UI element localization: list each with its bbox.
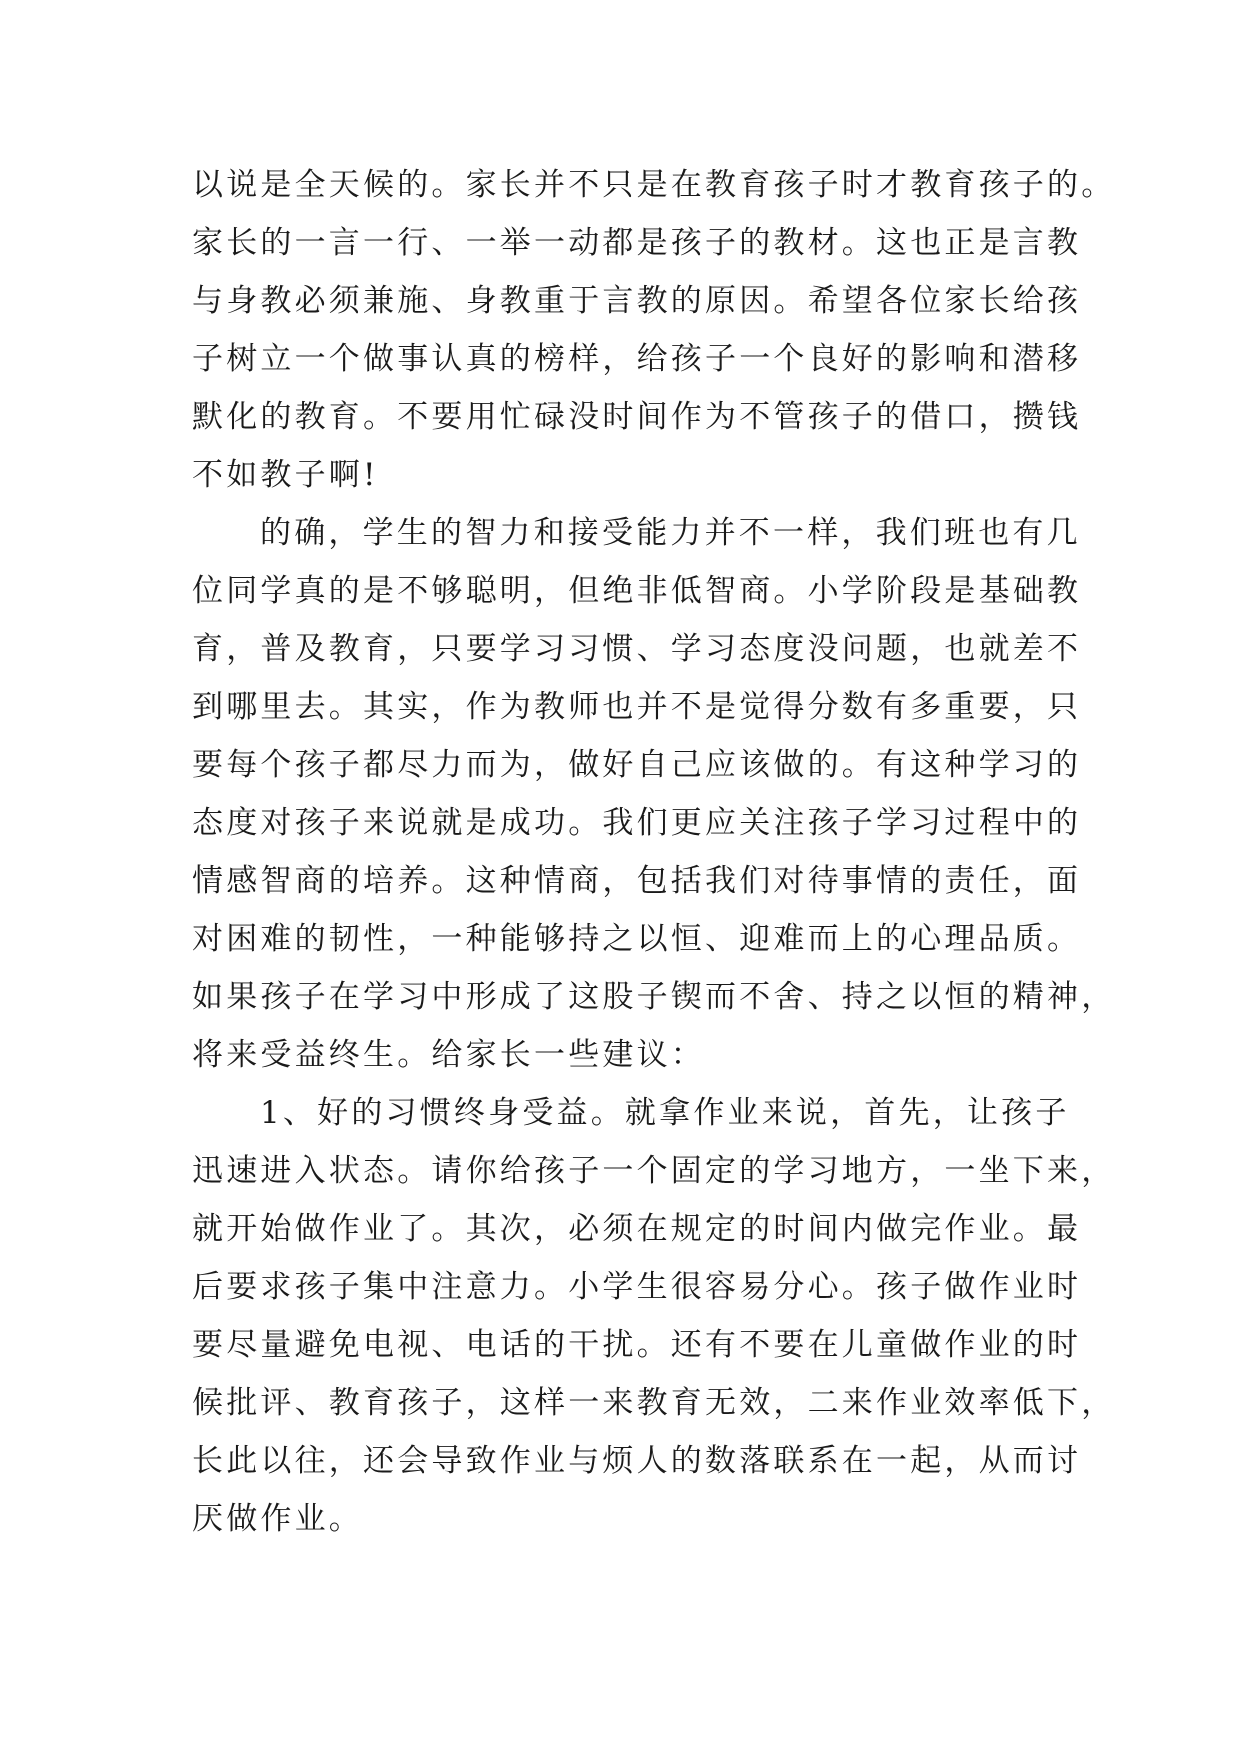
- text-line: 对困难的韧性，一种能够持之以恒、迎难而上的心理品质。: [192, 921, 1082, 957]
- text-line: 态度对孩子来说就是成功。我们更应关注孩子学习过程中的: [192, 805, 1082, 841]
- text-line: 情感智商的培养。这种情商，包括我们对待事情的责任，面: [192, 863, 1082, 899]
- text-line: 将来受益终生。给家长一些建议：: [192, 1037, 705, 1073]
- text-line: 位同学真的是不够聪明，但绝非低智商。小学阶段是基础教: [192, 573, 1082, 609]
- text-line: 如果孩子在学习中形成了这股子锲而不舍、持之以恒的精神，: [192, 979, 1116, 1015]
- text-line: 家长的一言一行、一举一动都是孩子的教材。这也正是言教: [192, 225, 1082, 261]
- text-line: 候批评、教育孩子，这样一来教育无效，二来作业效率低下，: [192, 1385, 1116, 1421]
- text-line: 育，普及教育，只要学习习惯、学习态度没问题，也就差不: [192, 631, 1082, 667]
- text-line: 与身教必须兼施、身教重于言教的原因。希望各位家长给孩: [192, 283, 1082, 319]
- text-line: 迅速进入状态。请你给孩子一个固定的学习地方，一坐下来，: [192, 1153, 1116, 1189]
- body-text: [192, 156, 1116, 1548]
- paragraph-first-line: 1、好的习惯终身受益。就拿作业来说，首先，让孩子: [260, 1095, 1070, 1131]
- text-line: 要每个孩子都尽力而为，做好自己应该做的。有这种学习的: [192, 747, 1082, 783]
- text-line: 到哪里去。其实，作为教师也并不是觉得分数有多重要，只: [192, 689, 1082, 725]
- text-line: 后要求孩子集中注意力。小学生很容易分心。孩子做作业时: [192, 1269, 1082, 1305]
- text-line: 就开始做作业了。其次，必须在规定的时间内做完作业。最: [192, 1211, 1082, 1247]
- text-line: 以说是全天候的。家长并不只是在教育孩子时才教育孩子的。: [192, 167, 1116, 203]
- text-line: 长此以往，还会导致作业与烦人的数落联系在一起，从而讨: [192, 1443, 1082, 1479]
- text-line: 厌做作业。: [192, 1501, 363, 1537]
- text-line: 默化的教育。不要用忙碌没时间作为不管孩子的借口，攒钱: [192, 399, 1082, 435]
- text-line: 不如教子啊!: [192, 457, 379, 493]
- text-line: 子树立一个做事认真的榜样，给孩子一个良好的影响和潜移: [192, 341, 1082, 377]
- paragraph-first-line: 的确，学生的智力和接受能力并不一样，我们班也有几: [260, 515, 1081, 551]
- text-line: 要尽量避免电视、电话的干扰。还有不要在儿童做作业的时: [192, 1327, 1082, 1363]
